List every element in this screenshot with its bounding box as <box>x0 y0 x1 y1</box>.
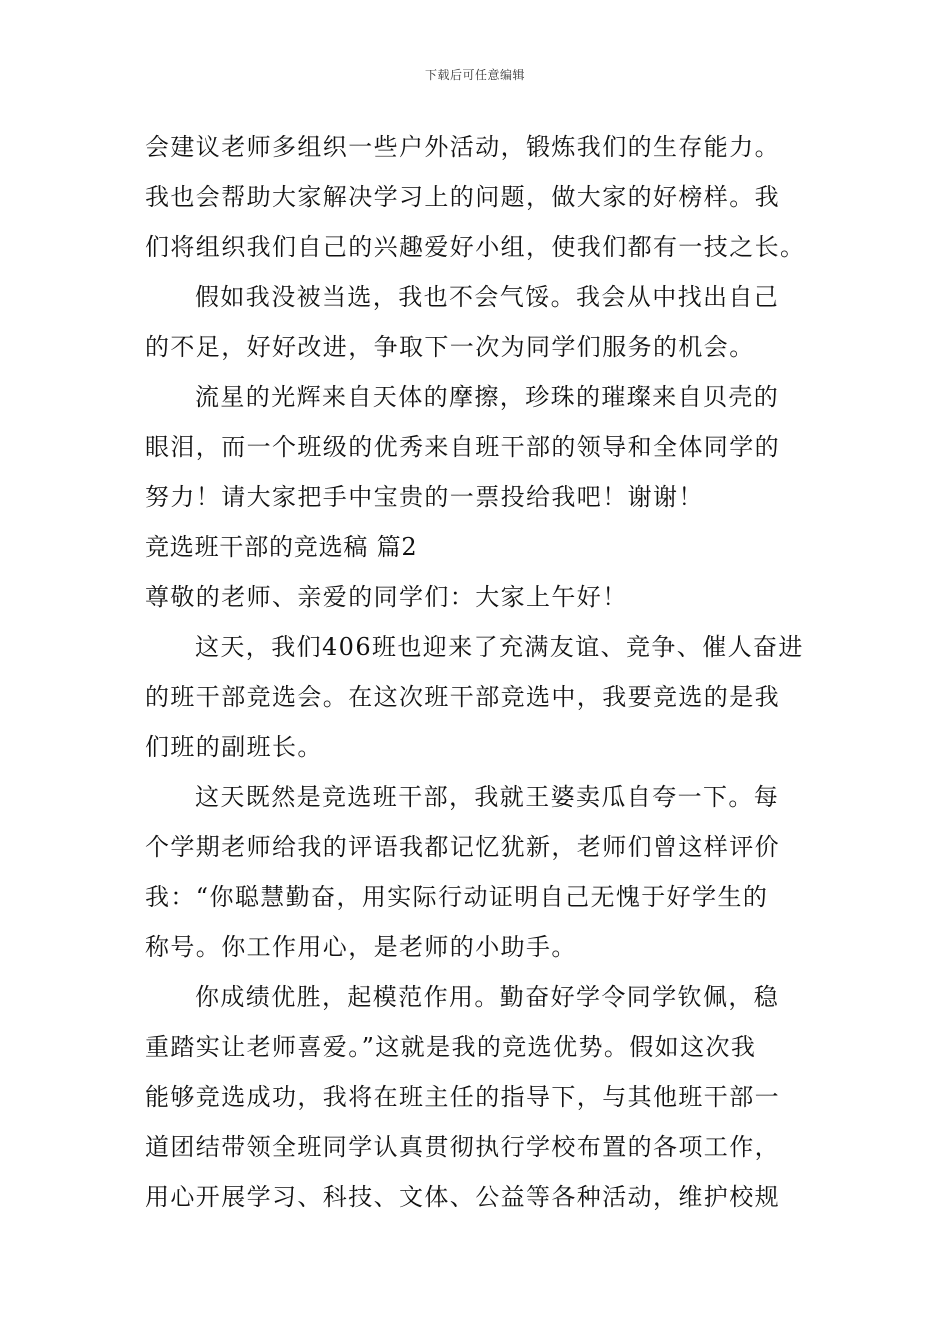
text-line: 眼泪，而一个班级的优秀来自班干部的领导和全体同学的 <box>145 433 780 461</box>
section-heading: 竞选班干部的竞选稿 篇2 <box>145 533 418 561</box>
text-line: 的不足，好好改进，争取下一次为同学们服务的机会。 <box>145 333 755 361</box>
text-line: 你成绩优胜，起模范作用。勤奋好学令同学钦佩，稳 <box>195 983 780 1011</box>
text-line: 的班干部竞选会。在这次班干部竞选中，我要竞选的是我 <box>145 683 780 711</box>
text-line: 重踏实让老师喜爱。”这就是我的竞选优势。假如这次我 <box>145 1033 757 1061</box>
text-line: 用心开展学习、科技、文体、公益等各种活动，维护校规 <box>145 1183 780 1211</box>
text-line: 个学期老师给我的评语我都记忆犹新，老师们曾这样评价 <box>145 833 780 861</box>
text-line: 道团结带领全班同学认真贯彻执行学校布置的各项工作， <box>145 1133 780 1161</box>
document-body <box>145 122 807 1222</box>
text-line: 这天，我们406班也迎来了充满友谊、竞争、催人奋进 <box>195 633 804 661</box>
text-line: 们班的副班长。 <box>145 733 323 761</box>
text-line: 假如我没被当选，我也不会气馁。我会从中找出自己 <box>195 283 780 311</box>
text-line: 们将组织我们自己的兴趣爱好小组，使我们都有一技之长。 <box>145 233 806 261</box>
text-line: 称号。你工作用心，是老师的小助手。 <box>145 933 577 961</box>
text-line: 尊敬的老师、亲爱的同学们：大家上午好！ <box>145 583 628 611</box>
text-line: 流星的光辉来自天体的摩擦，珍珠的璀璨来自贝壳的 <box>195 383 780 411</box>
text-line: 能够竞选成功，我将在班主任的指导下，与其他班干部一 <box>145 1083 780 1111</box>
page-header: 下载后可任意编辑 <box>424 68 525 82</box>
text-line: 这天既然是竞选班干部，我就王婆卖瓜自夸一下。每 <box>195 783 780 811</box>
text-line: 会建议老师多组织一些户外活动，锻炼我们的生存能力。 <box>145 133 780 161</box>
text-line: 努力！请大家把手中宝贵的一票投给我吧！谢谢！ <box>145 483 704 511</box>
text-line: 我也会帮助大家解决学习上的问题，做大家的好榜样。我 <box>145 183 780 211</box>
text-line: 我：“你聪慧勤奋，用实际行动证明自己无愧于好学生的 <box>145 883 769 911</box>
